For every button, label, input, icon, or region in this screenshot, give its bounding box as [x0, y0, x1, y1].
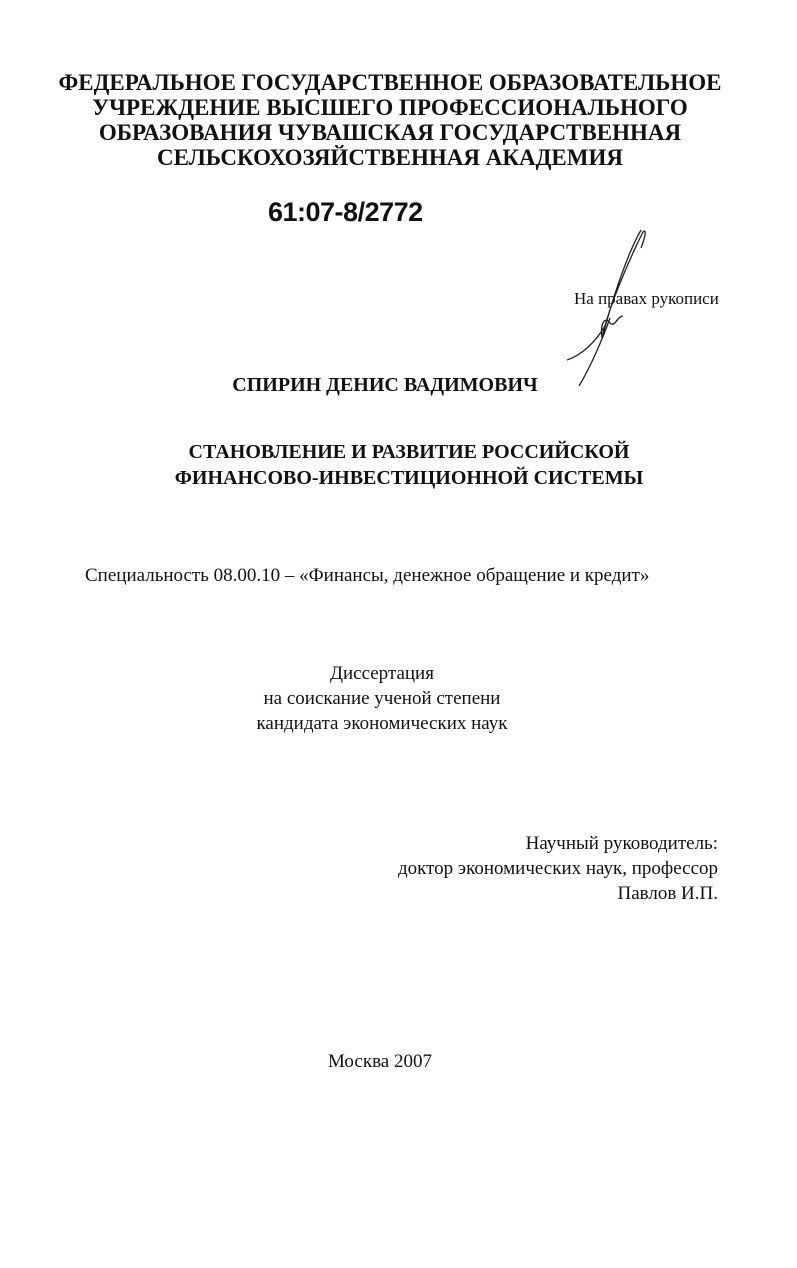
signature-icon [555, 228, 655, 388]
degree-line: на соискание ученой степени [263, 688, 501, 709]
institution-line: УЧРЕЖДЕНИЕ ВЫСШЕГО ПРОФЕССИОНАЛЬНОГО [92, 95, 688, 120]
city-year: Москва 2007 [328, 1051, 432, 1072]
supervisor-line: доктор экономических наук, профессор [397, 858, 718, 879]
title-line: СТАНОВЛЕНИЕ И РАЗВИТИЕ РОССИЙСКОЙ [188, 441, 630, 463]
institution-line: ФЕДЕРАЛЬНОЕ ГОСУДАРСТВЕННОЕ ОБРАЗОВАТЕЛЬНОЕ [58, 70, 722, 95]
institution-line: ОБРАЗОВАНИЯ ЧУВАШСКАЯ ГОСУДАРСТВЕННАЯ [98, 120, 682, 145]
catalog-number: 61:07-8/2772 [268, 197, 423, 227]
dissertation-degree [0, 661, 764, 736]
supervisor-line: Научный руководитель: [525, 833, 718, 854]
specialty: Специальность 08.00.10 – «Финансы, денежное обращение и кредит» [85, 565, 650, 586]
title-line: ФИНАНСОВО-ИНВЕСТИЦИОННОЙ СИСТЕМЫ [174, 467, 644, 489]
manuscript-rights: На правах рукописи [574, 289, 719, 308]
degree-line: Диссертация [330, 663, 434, 684]
degree-line: кандидата экономических наук [256, 713, 508, 734]
author-name: СПИРИН ДЕНИС ВАДИМОВИЧ [232, 374, 538, 396]
dissertation-title [0, 439, 797, 491]
supervisor-block [398, 831, 718, 906]
institution-line: СЕЛЬСКОХОЗЯЙСТВЕННАЯ АКАДЕМИЯ [157, 145, 623, 170]
institution-header [0, 70, 780, 170]
supervisor-line: Павлов И.П. [617, 883, 718, 904]
